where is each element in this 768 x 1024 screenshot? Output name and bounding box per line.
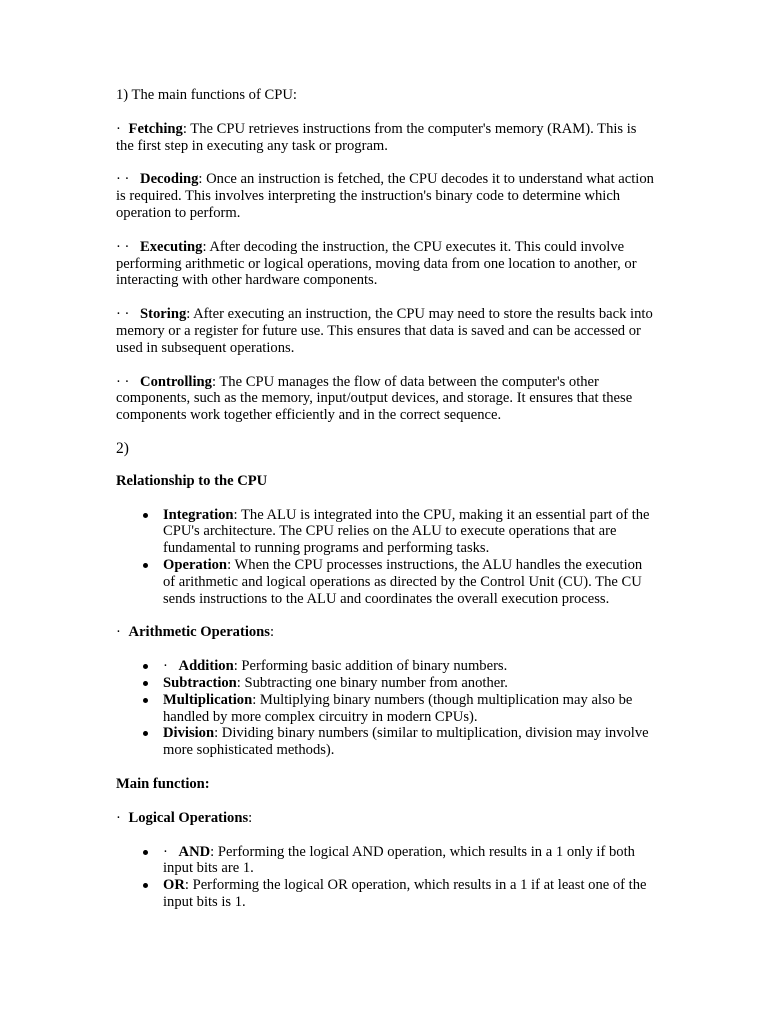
desc-decoding: : Once an instruction is fetched, the CPU decodes it to understand what action is required. This involves interpreting the instruction's binary code to determine which operation to perform. bbox=[116, 171, 654, 221]
desc-or: : Performing the logical OR operation, which results in a 1 if at least one of the input bits is 1. bbox=[163, 877, 647, 910]
heading-colon: : bbox=[269, 624, 275, 641]
list-item-subtraction bbox=[163, 675, 656, 692]
bullet-prefix: · bbox=[163, 658, 168, 675]
list-item-integration bbox=[163, 507, 656, 557]
bullet-prefix: · · bbox=[116, 171, 130, 188]
term-multiplication: Multiplication bbox=[163, 691, 253, 708]
term-storing: Storing bbox=[140, 306, 187, 323]
desc-operation: : When the CPU processes instructions, the ALU handles the execution of arithmetic and logical operations as directed by the Control Unit (CU). The CU sends instructions to the ALU and coordinates the overall execution process. bbox=[163, 556, 643, 607]
term-arithmetic-operations: Arithmetic Operations bbox=[128, 624, 270, 641]
cpu-function-executing bbox=[116, 239, 656, 289]
term-subtraction: Subtraction bbox=[163, 674, 237, 691]
term-or: OR bbox=[163, 877, 185, 894]
bullet-prefix: · · bbox=[116, 238, 130, 255]
arithmetic-list bbox=[116, 658, 656, 759]
bullet-prefix: · bbox=[163, 843, 168, 860]
term-decoding: Decoding bbox=[140, 171, 199, 188]
desc-fetching: : The CPU retrieves instructions from the computer's memory (RAM). This is the first step in executing any task or program. bbox=[116, 120, 637, 154]
term-controlling: Controlling bbox=[140, 373, 212, 390]
bullet-prefix: · · bbox=[116, 373, 130, 390]
term-fetching: Fetching bbox=[128, 120, 183, 137]
cpu-function-decoding bbox=[116, 171, 656, 221]
term-addition: Addition bbox=[178, 658, 234, 675]
bullet-prefix: · bbox=[116, 809, 121, 826]
term-division: Division bbox=[163, 725, 215, 742]
term-logical-operations: Logical Operations bbox=[128, 809, 249, 826]
desc-addition: : Performing basic addition of binary numbers. bbox=[233, 658, 508, 675]
list-item-and bbox=[163, 844, 656, 878]
list-item-operation bbox=[163, 557, 656, 607]
list-item-division bbox=[163, 725, 656, 759]
relationship-list bbox=[116, 507, 656, 608]
desc-integration: : The ALU is integrated into the CPU, making it an essential part of the CPU's architecture. The CPU relies on the ALU to execute operations that are fundamental to running programs and performing tasks. bbox=[163, 506, 650, 557]
desc-multiplication: : Multiplying binary numbers (though multiplication may also be handled by more complex circuitry in modern CPUs). bbox=[163, 691, 633, 725]
relationship-heading: Relationship to the CPU bbox=[116, 472, 268, 489]
term-executing: Executing bbox=[140, 238, 203, 255]
term-integration: Integration bbox=[163, 506, 234, 523]
question-2-label: 2) bbox=[116, 439, 129, 457]
desc-subtraction: : Subtracting one binary number from another. bbox=[236, 674, 508, 691]
cpu-function-controlling bbox=[116, 374, 656, 424]
list-item-addition bbox=[163, 658, 656, 675]
term-operation: Operation bbox=[163, 556, 228, 573]
bullet-prefix: · bbox=[116, 120, 121, 137]
logical-operations-heading bbox=[116, 810, 656, 827]
document-page bbox=[116, 87, 656, 928]
arithmetic-operations-heading bbox=[116, 624, 656, 641]
desc-executing: : After decoding the instruction, the CPU executes it. This could involve performing arithmetic or logical operations, moving data from one location to another, or interacting with other hardware components. bbox=[116, 238, 637, 289]
desc-division: : Dividing binary numbers (similar to multiplication, division may involve more sophisticated methods). bbox=[163, 725, 649, 759]
heading-colon: : bbox=[248, 809, 253, 826]
desc-storing: : After executing an instruction, the CPU may need to store the results back into memory or a register for future use. This ensures that data is saved and can be accessed or used in subsequent operations. bbox=[116, 306, 653, 356]
desc-controlling: : The CPU manages the flow of data between the computer's other components, such as the memory, input/output devices, and storage. It ensures that these components work together efficiently and in the correct sequence. bbox=[116, 373, 633, 424]
list-item-or bbox=[163, 877, 656, 911]
list-item-multiplication bbox=[163, 692, 656, 726]
logical-list bbox=[116, 844, 656, 911]
desc-and: : Performing the logical AND operation, which results in a 1 only if both input bits are 1. bbox=[163, 843, 635, 877]
cpu-function-storing bbox=[116, 306, 656, 356]
cpu-function-fetching bbox=[116, 121, 656, 155]
main-function-heading: Main function: bbox=[116, 775, 210, 792]
term-and: AND bbox=[178, 843, 211, 860]
bullet-prefix: · bbox=[116, 624, 121, 641]
bullet-prefix: · · bbox=[116, 306, 130, 323]
question-1-title: 1) The main functions of CPU: bbox=[116, 87, 297, 103]
